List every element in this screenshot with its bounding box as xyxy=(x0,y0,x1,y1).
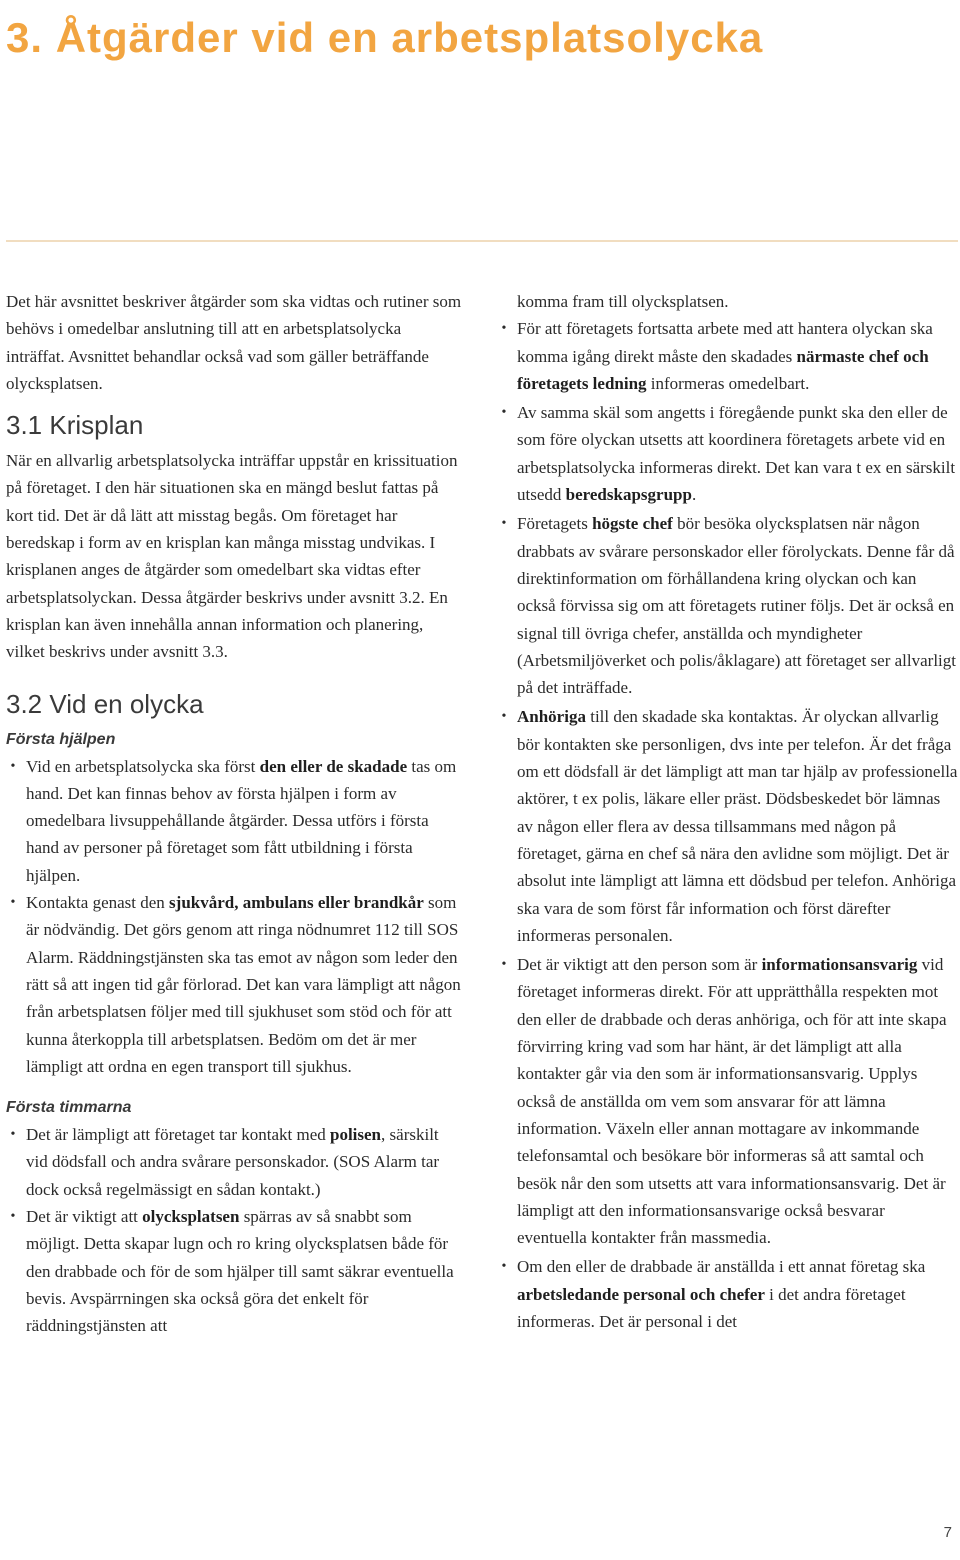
continuation-text: komma fram till olycksplatsen. xyxy=(517,292,729,311)
page-title: 3. Åtgärder vid en arbetsplatsolycka xyxy=(6,14,764,61)
bullet-list-right xyxy=(497,315,958,1335)
bullet-icon: • xyxy=(10,1209,16,1225)
bullet-icon: • xyxy=(10,895,16,911)
bullet-icon: • xyxy=(501,516,507,532)
bullet-list-forsta-hjalpen xyxy=(6,753,462,1081)
intro-paragraph: Det här avsnittet beskriver åtgärder som ska vidtas och rutiner som behövs i omedelbar anslutning till att en arbetsplatsolycka inträffat. Avsnittet behandlar också vad som gäller beträffande olycksplatsen. xyxy=(6,292,462,393)
subheading-forsta-timmarna: Första timmarna xyxy=(6,1099,132,1117)
list-item: • Vid en arbetsplatsolycka ska först den eller de skadade tas om hand. Det kan finnas behov av första hjälpen i form av omedelbara livsuppehållande åtgärder. Dessa utförs i första hand av personer på företaget som fått utbildning i första hjälpen. xyxy=(6,753,462,889)
bullet-icon: • xyxy=(10,1127,16,1143)
bullet-icon: • xyxy=(501,321,507,337)
list-item: • Det är viktigt att olycksplatsen spärras av så snabbt som möjligt. Detta skapar lugn och ro kring olycksplatsen både för den drabbade och för de som hjälper till samt säkrar eventuella bevis. Avspärrningen ska också göra det enkelt för räddningstjänsten att xyxy=(6,1203,462,1339)
krisplan-paragraph: När en allvarlig arbetsplatsolycka inträffar uppstår en krissituation på företaget. I den här situationen ska en mängd beslut fattas på kort tid. Det är då lätt att misstag begås. Om företaget har beredskap i form av en krisplan kan många misstag undvikas. I krisplanen anges de åtgärder som omedelbart ska vidtas efter arbetsplatsolyckan. Dessa åtgärder beskrivs under avsnitt 3.2. En krisplan kan även innehålla annan information och planering, vilket beskrivs under avsnitt 3.3. xyxy=(6,451,458,662)
bullet-icon: • xyxy=(10,758,16,774)
left-column xyxy=(6,288,462,1340)
list-item: • Om den eller de drabbade är anställda i ett annat företag ska arbetsledande personal och chefer i det andra företaget informeras. Det är personal i det xyxy=(497,1253,958,1335)
list-item: • Det är lämpligt att företaget tar kontakt med polisen, särskilt vid dödsfall och andra svårare personskador. (SOS Alarm tar dock också regelmässigt en sådan kontakt.) xyxy=(6,1121,462,1203)
subheading-forsta-hjalpen: Första hjälpen xyxy=(6,730,116,748)
page-number: 7 xyxy=(943,1524,952,1541)
list-item: • Av samma skäl som angetts i föregående punkt ska den eller de som före olyckan utsetts att koordinera företagets arbete vid en arbetsplatsolycka informeras direkt. Det kan vara t ex en särskilt utsedd beredskapsgrupp. xyxy=(497,399,958,508)
bullet-list-forsta-timmarna xyxy=(6,1121,462,1339)
list-item: • Anhöriga till den skadade ska kontaktas. Är olyckan allvarlig bör kontakten ske personligen, dvs inte per telefon. Är det fråga om ett dödsfall är det lämpligt att man tar hjälp av professionella aktörer, t ex polis, läkare eller präst. Dödsbeskedet bör lämnas av någon eller flera av dessa tillsammans med någon på företaget, gärna en chef så nära den avlidne som möjligt. Det är absolut inte lämpligt att lämna ett dödsbud per telefon. Anhöriga ska vara de som först får information och först därefter informeras personalen. xyxy=(497,703,958,949)
right-column xyxy=(497,288,958,1337)
section-heading-vid-en-olycka: 3.2 Vid en olycka xyxy=(6,688,204,719)
bullet-icon: • xyxy=(501,709,507,725)
list-item: • Kontakta genast den sjukvård, ambulans eller brandkår som är nödvändig. Det görs genom att ringa nödnumret 112 till SOS Alarm. Räddningstjänsten ska tas emot av någon som leder den rätt så att ingen tid går förlorad. Det kan vara lämpligt att någon från arbetsplatsen följer med till sjukhuset som stöd och för att kunna återkoppla till arbetsplatsen. Bedöm om det är mer lämpligt att ordna en egen transport till sjukhus. xyxy=(6,889,462,1080)
bullet-icon: • xyxy=(501,957,507,973)
bullet-icon: • xyxy=(501,405,507,421)
list-item: • För att företagets fortsatta arbete med att hantera olyckan ska komma igång direkt måste den skadades närmaste chef och företagets ledning informeras omedelbart. xyxy=(497,315,958,397)
list-item: • Det är viktigt att den person som är informationsansvarig vid företaget informeras direkt. För att upprätthålla respekten mot den eller de drabbade och deras anhöriga, och för att inte skapa förvirring kring vad som har hänt, är det lämpligt att alla kontakter går via den som är informationsansvarig. Upplys också de anställda om vem som ansvarar för att lämna information. Växeln eller annan mottagare av inkommande telefonsamtal och besökare bör informeras så att samtal och besök når den som utsetts att vara informationsansvarig. Det är lämpligt att den informationsansvarige också besvarar eventuella kontakter från massmedia. xyxy=(497,951,958,1251)
list-item: • Företagets högste chef bör besöka olycksplatsen när någon drabbats av svårare personskador eller förolyckats. Denne får då direktinformation om förhållandena kring olyckan och kan också förvissa sig om att företagets rutiner följs. Det är också en signal till övriga chefer, anställda och myndigheter (Arbetsmiljöverket och polis/åklagare) att företaget ser allvarligt på det inträffade. xyxy=(497,510,958,701)
bullet-icon: • xyxy=(501,1259,507,1275)
header-divider xyxy=(6,240,958,242)
section-heading-krisplan: 3.1 Krisplan xyxy=(6,410,144,441)
